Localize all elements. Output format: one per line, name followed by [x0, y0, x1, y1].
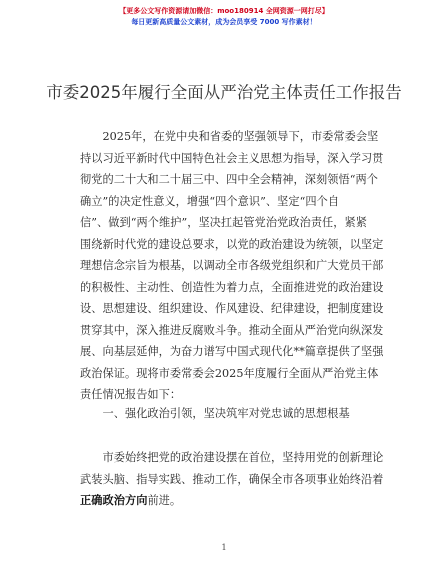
paragraph-line: 围绕新时代党的建设总要求，以党的政治建设为统领，以坚定: [80, 237, 384, 251]
document-title: 市委2025年履行全面从严治党主体责任工作报告: [46, 83, 402, 102]
bold-phrase: 正确政治方向: [80, 493, 148, 507]
paragraph-line: 2025年，在党中央和省委的坚强领导下，市委常委会坚: [80, 130, 379, 143]
paragraph-line: 贯穿其中，深入推进反腐败斗争。推动全面从严治党向纵深发: [80, 323, 384, 337]
paragraph-line: 市委始终把党的政治建设摆在首位，坚持用党的创新理论: [80, 451, 384, 464]
paragraph-tail: 前进。: [147, 494, 182, 507]
page-number: 1: [221, 543, 227, 552]
body-paragraph-2: [80, 447, 384, 512]
paragraph-line: 设、思想建设、组织建设、作风建设、纪律建设，把制度建设: [80, 302, 384, 315]
paragraph-line: 持以习近平新时代中国特色社会主义思想为指导，深入学习贯: [80, 151, 384, 165]
promo-banner-line1: 【更多公文写作资源请加微信：moo180914 全网资源一网打尽】: [119, 7, 329, 15]
section-heading-text: 一、强化政治引领，坚决筑牢对党忠诚的思想根基: [80, 407, 350, 420]
paragraph-line: 展、向基层延伸，为奋力谱写中国式现代化**篇章提供了坚强: [80, 345, 384, 358]
paragraph-line: 信”、做到“两个维护”，坚决扛起管党治党政治责任，紧紧: [80, 216, 368, 229]
paragraph-line: [80, 490, 373, 512]
section-heading-1: [80, 403, 373, 425]
promo-banner-line2: 每日更新高质量公文素材，成为会员享受 7000 写作素材！: [131, 18, 317, 26]
paragraph-line: 彻党的二十大和二十届三中、四中全会精神，深刻领悟“两个: [80, 173, 378, 186]
body-paragraph-intro: [80, 126, 384, 406]
paragraph-line: 武装头脑、指导实践、推动工作，确保全市各项事业始终沿着: [80, 472, 384, 486]
paragraph-line: 责任情况报告如下：: [80, 388, 182, 401]
paragraph-line: 政治保证。现将市委常委会2025年度履行全面从严治党主体: [80, 366, 379, 380]
paragraph-line: 理想信念宗旨为根基，以调动全市各级党组织和广大党员干部: [80, 259, 384, 272]
paragraph-line: 的积极性、主动性、创造性为着力点，全面推进党的政治建设: [80, 280, 384, 294]
promo-banner: [0, 6, 448, 28]
paragraph-line: 确立”的决定性意义，增强“四个意识”、坚定“四个自: [80, 194, 340, 208]
